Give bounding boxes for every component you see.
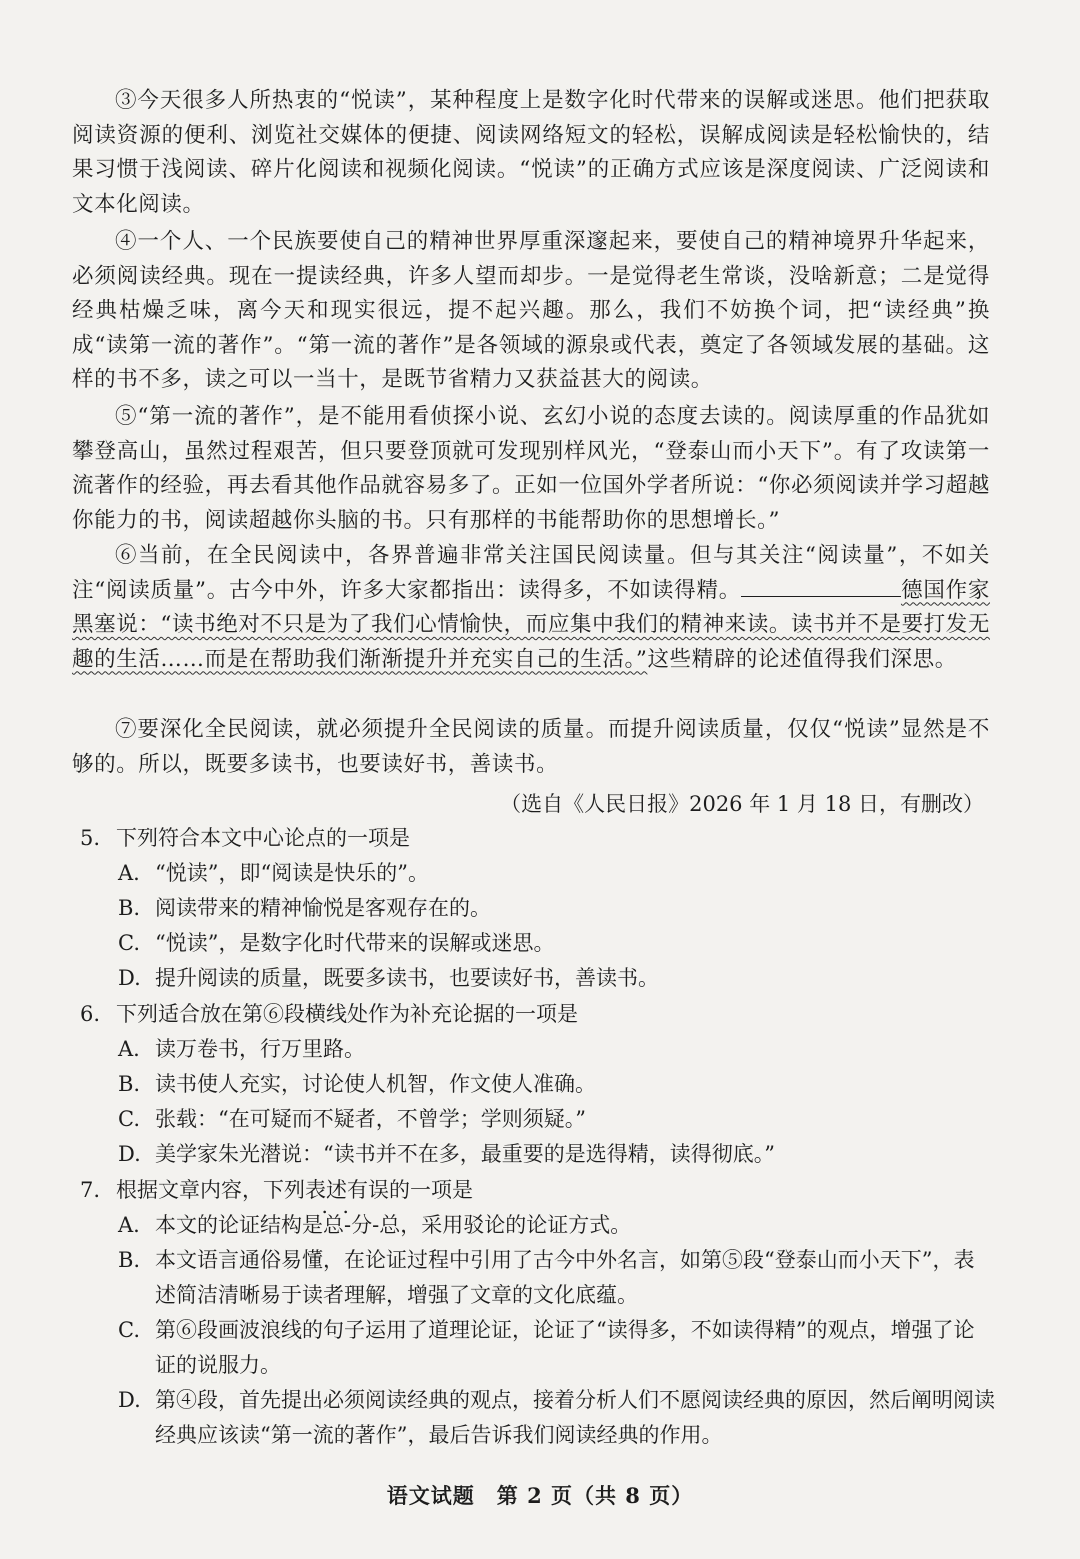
option-text: 本文的论证结构是总-分-总，采用驳论的论证方式。 — [155, 1213, 632, 1237]
paragraph-6-text: ⑥当前，在全民阅读中，各界普遍非常关注国民阅读量。但与其关注“阅读量”，不如关注“阅读质量”。古今中外，许多大家都指出：读得多，不如读得精。 — [72, 543, 990, 603]
option-d — [80, 961, 995, 996]
answer-blank — [741, 595, 901, 597]
option-text: 读书使人充实，讨论使人机智，作文使人准确。 — [155, 1072, 596, 1096]
option-c — [80, 1102, 995, 1137]
question-stem-text: 下列符合本文中心论点的一项是 — [116, 826, 410, 850]
question-stem — [80, 1173, 995, 1208]
option-text: 美学家朱光潜说：“读书并不在多，最重要的是选得精，读得彻底。” — [155, 1142, 775, 1166]
question-5 — [80, 821, 995, 996]
question-number: 7. — [80, 1178, 101, 1202]
option-letter: D. — [118, 966, 141, 990]
option-c — [80, 926, 995, 961]
option-text: 本文语言通俗易懂，在论证过程中引用了古今中外名言，如第⑤段“登泰山而小天下”，表述简洁清晰易于读者理解，增强了文章的文化底蕴。 — [155, 1248, 975, 1307]
option-text: “悦读”，是数字化时代带来的误解或迷思。 — [155, 931, 555, 955]
page-footer: 语文试题 第 2 页（共 8 页） — [386, 1483, 694, 1508]
option-letter: B. — [118, 1248, 141, 1272]
paragraph-5: ⑤“第一流的著作”，是不能用看侦探小说、玄幻小说的态度去读的。阅读厚重的作品犹如攀登高山，虽然过程艰苦，但只要登顶就可发现别样风光，“登泰山而小天下”。有了攻读第一流著作的经验，再去看其他作品就容易多了。正如一位国外学者所说：“你必须阅读并学习超越你能力的书，阅读超越你头脑的书。只有那样的书能帮助你的思想增长。” — [72, 404, 990, 533]
emphasis-dotted-char: 误 — [368, 1178, 389, 1202]
option-b — [80, 1243, 995, 1313]
option-letter: D. — [118, 1142, 141, 1166]
option-a — [80, 1208, 995, 1243]
option-letter: C. — [118, 931, 140, 955]
option-text: “悦读”，即“阅读是快乐的”。 — [155, 861, 429, 885]
option-text: 提升阅读的质量，既要多读书，也要读好书，善读书。 — [155, 966, 659, 990]
option-letter: D. — [118, 1388, 141, 1412]
option-letter: A. — [118, 1037, 140, 1061]
option-text: 读万卷书，行万里路。 — [155, 1037, 365, 1061]
option-letter: C. — [118, 1318, 140, 1342]
option-d — [80, 1137, 995, 1172]
paragraph-7: ⑦要深化全民阅读，就必须提升全民阅读的质量。而提升阅读质量，仅仅“悦读”显然是不够的。所以，既要多读书，也要读好书，善读书。 — [72, 717, 990, 777]
option-letter: B. — [118, 1072, 141, 1096]
option-letter: A. — [118, 861, 140, 885]
wavy-underlined-quote: 德国作家黑塞说：“读书绝对不只是为了我们心情愉快，而应集中我们的精神来读。读书并不是要打发无趣的生活……而是在帮助我们渐渐提升并充实自己的生活。” — [72, 577, 990, 672]
emphasis-dotted-char: 有 — [347, 1178, 368, 1202]
paragraph-6-ending: 这些精辟的论述值得我们深思。 — [647, 646, 957, 672]
question-stem — [80, 997, 995, 1032]
option-b — [80, 1067, 995, 1102]
paragraph-3: ③今天很多人所热衷的“悦读”，某种程度上是数字化时代带来的误解或迷思。他们把获取阅读资源的便利、浏览社交媒体的便捷、阅读网络短文的轻松，误解成阅读是轻松愉快的，结果习惯于浅阅读、碎片化阅读和视频化阅读。“悦读”的正确方式应该是深度阅读、广泛阅读和文本化阅读。 — [72, 88, 990, 217]
option-a — [80, 856, 995, 891]
option-d — [80, 1383, 995, 1453]
paragraph-4: ④一个人、一个民族要使自己的精神世界厚重深邃起来，要使自己的精神境界升华起来，必须阅读经典。现在一提读经典，许多人望而却步。一是觉得老生常谈，没啥新意；二是觉得经典枯燥乏味，离今天和现实很远，提不起兴趣。那么，我们不妨换个词，把“读经典”换成“读第一流的著作”。“第一流的著作”是各领域的源泉或代表，奠定了各领域发展的基础。这样的书不多，读之可以一当十，是既节省精力又获益甚大的阅读。 — [72, 229, 990, 392]
option-letter: B. — [118, 896, 141, 920]
question-number: 5. — [80, 826, 101, 850]
question-stem-text: 根据文章内容，下列表述 — [116, 1178, 347, 1202]
question-number: 6. — [80, 1002, 101, 1026]
paragraph-6 — [72, 539, 990, 677]
source-citation: （选自《人民日报》2026 年 1 月 18 日，有删改） — [500, 792, 984, 816]
question-stem — [80, 821, 995, 856]
option-text: 第⑥段画波浪线的句子运用了道理论证，论证了“读得多，不如读得精”的观点，增强了论证的说服力。 — [155, 1318, 975, 1377]
question-7 — [80, 1173, 995, 1453]
option-text: 张载：“在可疑而不疑者，不曾学；学则须疑。” — [155, 1107, 586, 1131]
question-stem-ending: 的一项是 — [389, 1178, 473, 1202]
question-stem-text: 下列适合放在第⑥段横线处作为补充论据的一项是 — [116, 1002, 578, 1026]
option-letter: A. — [118, 1213, 140, 1237]
option-letter: C. — [118, 1107, 140, 1131]
option-a — [80, 1032, 995, 1067]
option-b — [80, 891, 995, 926]
option-text: 阅读带来的精神愉悦是客观存在的。 — [155, 896, 491, 920]
question-6 — [80, 997, 995, 1172]
option-text: 第④段，首先提出必须阅读经典的观点，接着分析人们不愿阅读经典的原因，然后阐明阅读经典应该读“第一流的著作”，最后告诉我们阅读经典的作用。 — [155, 1388, 995, 1447]
option-c — [80, 1313, 995, 1383]
